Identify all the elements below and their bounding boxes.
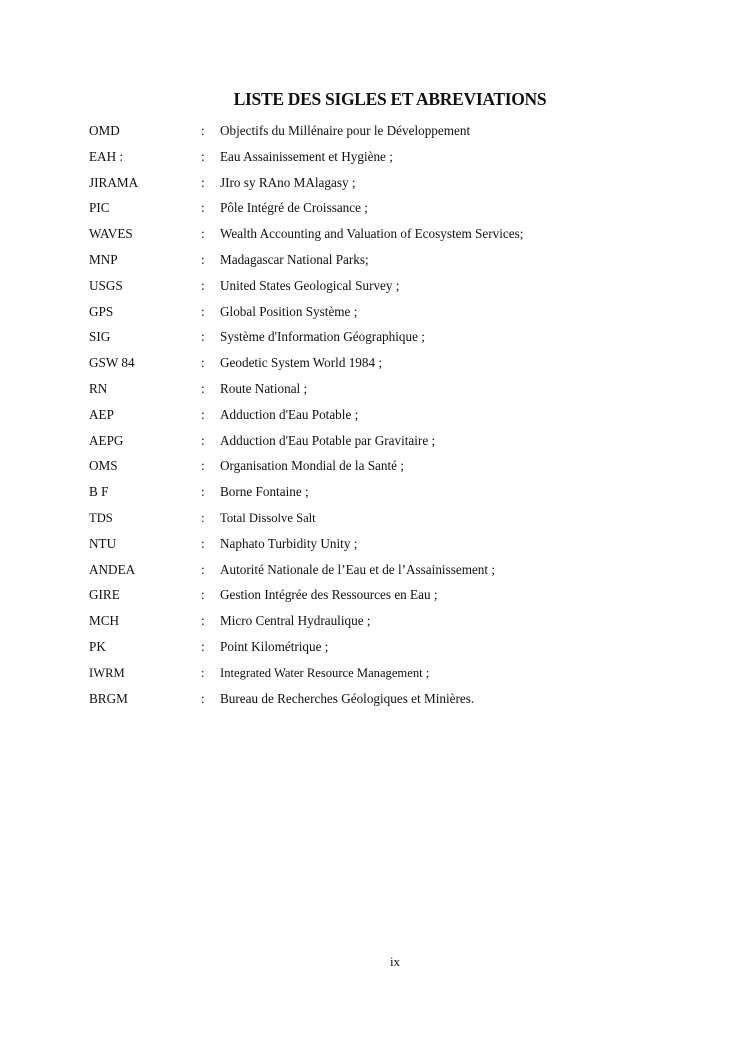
separator: : xyxy=(201,123,205,138)
separator: : xyxy=(201,380,205,396)
definition: Global Position Système ; xyxy=(220,303,358,319)
definition: Adduction d'Eau Potable par Gravitaire ; xyxy=(220,432,436,448)
definition: Integrated Water Resource Management ; xyxy=(220,665,430,680)
list-item xyxy=(89,353,689,379)
definition: Pôle Intégré de Croissance ; xyxy=(220,200,368,216)
list-item xyxy=(89,611,689,637)
abbreviation: SIG xyxy=(89,329,111,345)
separator: : xyxy=(201,355,205,371)
separator: : xyxy=(201,277,205,293)
separator: : xyxy=(201,406,205,422)
separator: : xyxy=(201,613,205,629)
abbreviation: JIRAMA xyxy=(89,174,139,190)
abbreviation: MCH xyxy=(89,613,120,629)
list-item xyxy=(89,147,689,173)
abbreviation: USGS xyxy=(89,277,123,293)
separator: : xyxy=(201,535,205,551)
definition: Gestion Intégrée des Ressources en Eau ; xyxy=(220,587,438,603)
separator: : xyxy=(201,665,205,680)
separator: : xyxy=(201,303,205,319)
list-item xyxy=(89,327,689,353)
list-item xyxy=(89,534,689,560)
separator: : xyxy=(201,484,205,500)
list-item xyxy=(89,585,689,611)
abbreviation: OMD xyxy=(89,123,120,138)
definition: Objectifs du Millénaire pour le Développement xyxy=(220,123,471,138)
definition: Système d'Information Géographique ; xyxy=(220,329,425,345)
list-item xyxy=(89,637,689,663)
list-item xyxy=(89,482,689,508)
list-item xyxy=(89,121,689,147)
definition: Adduction d'Eau Potable ; xyxy=(220,406,359,422)
abbreviation: BRGM xyxy=(89,690,128,706)
definition: Eau Assainissement et Hygiène ; xyxy=(220,148,393,164)
list-item xyxy=(89,379,689,405)
list-item xyxy=(89,663,689,689)
list-item xyxy=(89,431,689,457)
separator: : xyxy=(201,251,205,267)
definition: Total Dissolve Salt xyxy=(220,510,316,525)
definition: Micro Central Hydraulique ; xyxy=(220,613,371,629)
abbreviation: OMS xyxy=(89,458,118,474)
abbreviation: AEPG xyxy=(89,432,124,448)
definition: JIro sy RAno MAlagasy ; xyxy=(220,174,356,190)
separator: : xyxy=(201,638,205,654)
definition: Naphato Turbidity Unity ; xyxy=(220,535,358,551)
definition: Borne Fontaine ; xyxy=(220,484,309,500)
definition: Geodetic System World 1984 ; xyxy=(220,355,383,371)
list-item xyxy=(89,173,689,199)
abbreviation: AEP xyxy=(89,406,114,422)
separator: : xyxy=(201,690,205,706)
abbreviation: MNP xyxy=(89,251,118,267)
definition: Route National ; xyxy=(220,380,308,396)
definition: United States Geological Survey ; xyxy=(220,277,400,293)
list-item xyxy=(89,508,689,534)
separator: : xyxy=(201,329,205,345)
abbreviation: NTU xyxy=(89,535,117,551)
abbreviation: IWRM xyxy=(89,665,125,680)
list-item xyxy=(89,302,689,328)
definition: Point Kilométrique ; xyxy=(220,638,329,654)
separator: : xyxy=(201,226,205,242)
abbreviation: TDS xyxy=(89,510,113,525)
list-item xyxy=(89,276,689,302)
abbreviation-list xyxy=(89,121,689,714)
separator: : xyxy=(201,174,205,190)
abbreviation: GSW 84 xyxy=(89,355,135,371)
list-item xyxy=(89,250,689,276)
list-item xyxy=(89,689,689,715)
abbreviation: ANDEA xyxy=(89,561,136,577)
page-number: ix xyxy=(389,954,401,969)
separator: : xyxy=(201,200,205,216)
page-title: LISTE DES SIGLES ET ABREVIATIONS xyxy=(233,89,547,109)
abbreviation: RN xyxy=(89,380,108,396)
abbreviation: GPS xyxy=(89,303,114,319)
separator: : xyxy=(201,148,205,164)
list-item xyxy=(89,224,689,250)
abbreviation: GIRE xyxy=(89,587,120,603)
list-item xyxy=(89,198,689,224)
definition: Organisation Mondial de la Santé ; xyxy=(220,458,404,474)
definition: Bureau de Recherches Géologiques et Minières. xyxy=(220,690,475,706)
separator: : xyxy=(201,458,205,474)
abbreviation: PK xyxy=(89,638,106,654)
list-item xyxy=(89,456,689,482)
definition: Madagascar National Parks; xyxy=(220,251,369,267)
separator: : xyxy=(201,432,205,448)
abbreviation: PIC xyxy=(89,200,110,216)
separator: : xyxy=(201,561,205,577)
definition: Wealth Accounting and Valuation of Ecosystem Services; xyxy=(220,226,524,242)
list-item xyxy=(89,405,689,431)
abbreviation: EAH : xyxy=(89,148,124,164)
definition: Autorité Nationale de l’Eau et de l’Assainissement ; xyxy=(220,561,496,577)
separator: : xyxy=(201,587,205,603)
abbreviation: WAVES xyxy=(89,226,133,242)
separator: : xyxy=(201,510,205,525)
abbreviation: B F xyxy=(89,484,109,500)
list-item xyxy=(89,560,689,586)
